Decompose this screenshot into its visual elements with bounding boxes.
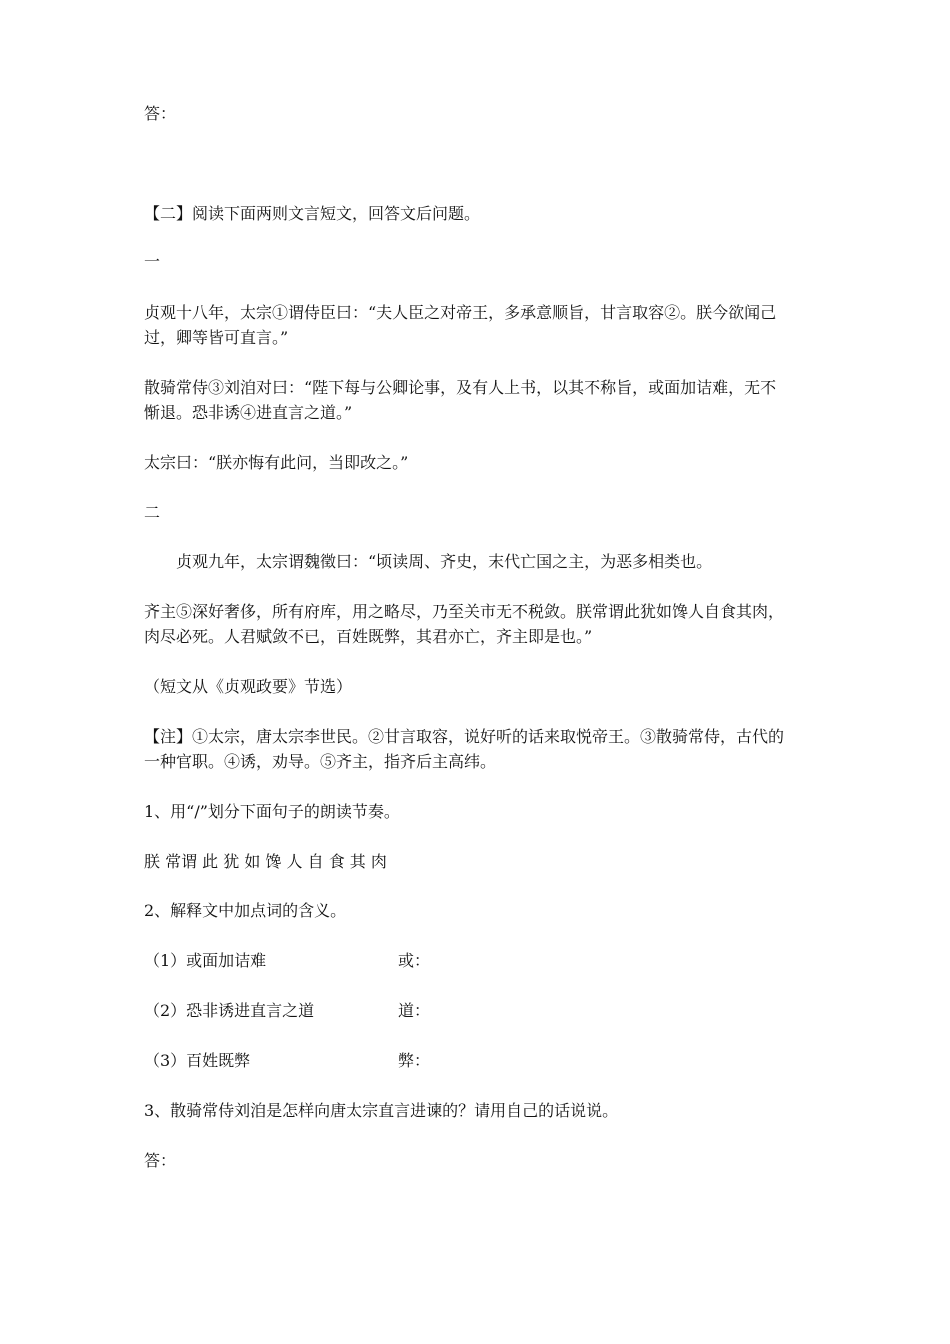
section-heading: 【二】阅读下面两则文言短文，回答文后问题。 [144, 204, 481, 223]
text-two-label: 二 [144, 503, 161, 522]
text-two-para1: 贞观九年，太宗谓魏徵曰：“顷读周、齐史，末代亡国之主，为恶多相类也。 [176, 552, 713, 571]
question-1-sentence: 朕 常谓 此 犹 如 馋 人 自 食 其 肉 [144, 852, 387, 871]
text-one-para3: 太宗曰：“朕亦悔有此问，当即改之。” [144, 453, 409, 472]
source-note: （短文从《贞观政要》节选） [144, 677, 353, 696]
question-1-prompt: 1、用“/”划分下面句子的朗读节奏。 [144, 802, 400, 821]
question-2-item-2: （2）恐非诱进直言之道 [144, 1001, 315, 1020]
text-one-para1-line1: 贞观十八年，太宗①谓侍臣曰：“夫人臣之对帝王，多承意顺旨，甘言取容②。朕今欲闻己 [144, 303, 777, 322]
question-2-item-3-answer: 弊： [398, 1051, 431, 1070]
text-two-para2-line1: 齐主⑤深好奢侈，所有府库，用之略尽，乃至关市无不税敛。朕常谓此犹如馋人自食其肉， [144, 602, 785, 621]
text-one-para2-line2: 惭退。恐非诱④进直言之道。” [144, 403, 353, 422]
text-two-para2-line2: 肉尽必死。人君赋敛不已，百姓既弊，其君亦亡，齐主即是也。” [144, 627, 593, 646]
question-2-item-1: （1）或面加诘难 [144, 951, 267, 970]
text-one-label: 一 [144, 252, 161, 271]
question-3-prompt: 3、散骑常侍刘洎是怎样向唐太宗直言进谏的？请用自己的话说说。 [144, 1101, 619, 1120]
notes-line2: 一种官职。④诱，劝导。⑤齐主，指齐后主高纬。 [144, 752, 497, 771]
question-2-item-2-answer: 道： [398, 1001, 431, 1020]
question-2-item-1-answer: 或： [398, 951, 431, 970]
notes-line1: 【注】①太宗，唐太宗李世民。②甘言取容，说好听的话来取悦帝王。③散骑常侍，古代的 [144, 727, 785, 746]
question-2-item-3: （3）百姓既弊 [144, 1051, 251, 1070]
text-one-para1-line2: 过，卿等皆可直言。” [144, 328, 289, 347]
question-2-prompt: 2、解释文中加点词的含义。 [144, 901, 347, 920]
question-3-answer-label: 答： [144, 1151, 177, 1170]
top-answer-label: 答： [144, 104, 177, 123]
text-one-para2-line1: 散骑常侍③刘洎对曰：“陛下每与公卿论事，及有人上书，以其不称旨，或面加诘难，无不 [144, 378, 777, 397]
